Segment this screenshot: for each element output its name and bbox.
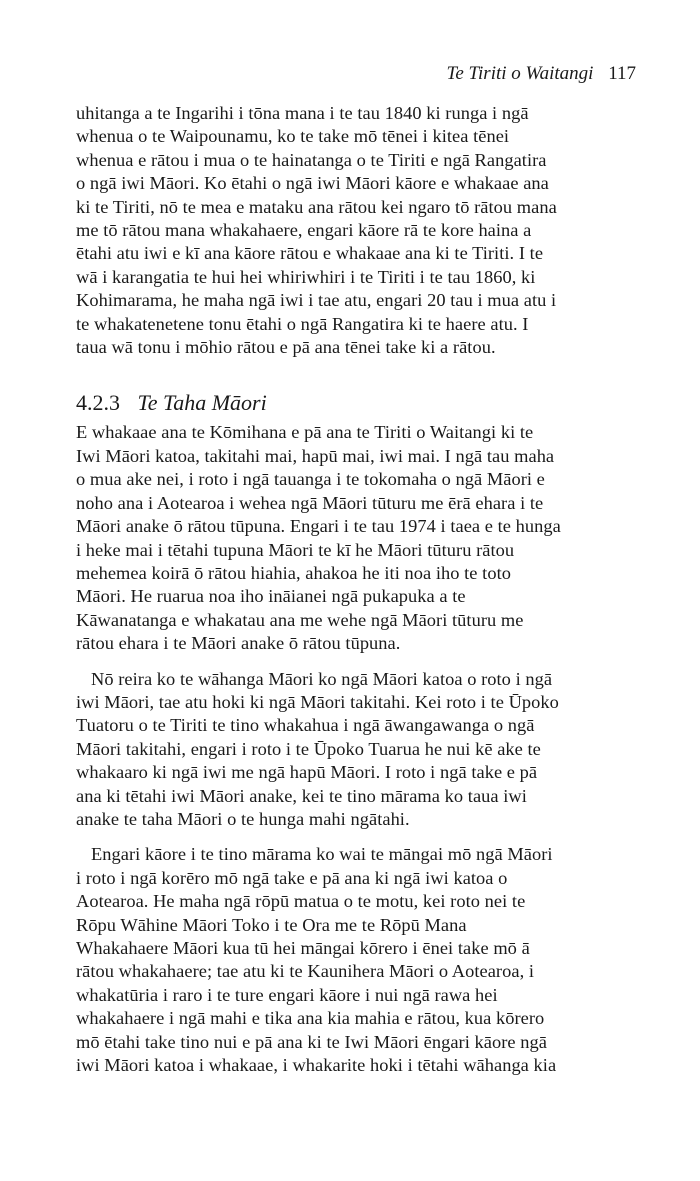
text-line: Māori. He ruarua noa iho ināianei ngā pukapuka a te — [76, 586, 466, 607]
section-number: 4.2.3 — [76, 390, 120, 416]
paragraph-engari — [76, 843, 650, 1077]
text-line: whakaaro ki ngā iwi me ngā hapū Māori. I roto i ngā take e pā — [76, 762, 538, 783]
text-line: Aotearoa. He maha ngā rōpū matua o te motu, kei roto nei te — [76, 891, 526, 912]
text-line: noho ana i Aotearoa i wehea ngā Māori tūturu me ērā ehara i te — [76, 492, 544, 513]
text-line: me tō rātou mana whakahaere, engari kāore rā te kore haina a — [76, 220, 532, 241]
text-line: whenua e rātou i mua o te hainatanga o te Tiriti e ngā Rangatira — [76, 149, 547, 170]
text-line: Tuatoru o te Tiriti te tino whakahua i ngā āwangawanga o ngā — [76, 715, 535, 736]
paragraph-no-reira — [76, 668, 650, 832]
paragraph-taha-maori — [76, 421, 650, 655]
text-line: Kāwanatanga e whakatau ana me wehe ngā Māori tūturu me — [76, 609, 524, 630]
text-line: iwi Māori, tae atu hoki ki ngā Māori takitahi. Kei roto i te Ūpoko — [76, 691, 559, 712]
running-title: Te Tiriti o Waitangi — [446, 63, 594, 84]
text-line: Engari kāore i te tino mārama ko wai te māngai mō ngā Māori — [91, 844, 553, 865]
text-line: anake te taha Māori o te hunga mahi ngātahi. — [76, 808, 410, 829]
page-number: 117 — [608, 63, 636, 84]
section-title: Te Taha Māori — [137, 390, 267, 416]
running-head — [447, 62, 637, 86]
text-line: whenua o te Waipounamu, ko te take mō tēnei i kitea tēnei — [76, 126, 510, 147]
text-line: whakahaere i ngā mahi e tika ana kia mahia e rātou, kua kōrero — [76, 1008, 545, 1029]
text-line: wā i karangatia te hui hei whiriwhiri i te Tiriti i te tau 1860, ki — [76, 266, 536, 287]
paragraph-spacer — [76, 656, 650, 668]
paragraph-continued — [76, 102, 650, 359]
text-line: ētahi atu iwi e kī ana kāore rātou e whakaae ana ki te Tiriti. I te — [76, 243, 544, 264]
text-line: mō ētahi take tino nui e pā ana ki te Iwi Māori ēngari kāore ngā — [76, 1031, 547, 1052]
text-line: Iwi Māori katoa, takitahi mai, hapū mai, iwi mai. I ngā tau maha — [76, 445, 555, 466]
text-line: E whakaae ana te Kōmihana e pā ana te Tiriti o Waitangi ki te — [76, 422, 534, 443]
paragraph-spacer — [76, 831, 650, 843]
text-line: Kohimarama, he maha ngā iwi i tae atu, engari 20 tau i mua atu i — [76, 290, 557, 311]
text-line: mehemea koirā ō rātou hiahia, ahakoa he iti noa iho te toto — [76, 562, 511, 583]
text-line: Māori takitahi, engari i roto i te Ūpoko Tuarua he nui kē ake te — [76, 738, 541, 759]
text-line: Rōpu Wāhine Māori Toko i te Ora me te Rōpū Mana — [76, 914, 467, 935]
page-body — [76, 102, 650, 1077]
section-spacer — [76, 359, 650, 389]
text-line: i heke mai i tētahi tupuna Māori te kī he Māori tūturu rātou — [76, 539, 515, 560]
text-line: te whakatenetene tonu ētahi o ngā Rangatira ki te haere atu. I — [76, 313, 529, 334]
text-line: Nō reira ko te wāhanga Māori ko ngā Māori katoa o roto i ngā — [91, 668, 553, 689]
text-line: taua wā tonu i mōhio rātou e pā ana tēnei take ki a rātou. — [76, 337, 496, 358]
text-line: o mua ake nei, i roto i ngā tauanga i te tokomaha o ngā Māori e — [76, 469, 545, 490]
text-line: rātou whakahaere; tae atu ki te Kaunihera Māori o Aotearoa, i — [76, 961, 535, 982]
text-line: rātou ehara i te Māori anake ō rātou tūpuna. — [76, 633, 401, 654]
text-line: o ngā iwi Māori. Ko ētahi o ngā iwi Māori kāore e whakaae ana — [76, 173, 549, 194]
text-line: whakatūria i raro i te ture engari kāore i nui ngā rawa hei — [76, 984, 498, 1005]
text-line: iwi Māori katoa i whakaae, i whakarite hoki i tētahi wāhanga kia — [76, 1055, 557, 1076]
text-line: ki te Tiriti, nō te mea e mataku ana rātou kei ngaro tō rātou mana — [76, 196, 557, 217]
text-line: ana ki tētahi iwi Māori anake, kei te tino mārama ko taua iwi — [76, 785, 527, 806]
section-heading — [76, 389, 650, 417]
text-line: Whakahaere Māori kua tū hei māngai kōrero i ēnei take mō ā — [76, 938, 530, 958]
text-line: uhitanga a te Ingarihi i tōna mana i te tau 1840 ki runga i ngā — [76, 103, 529, 123]
text-line: Māori anake ō rātou tūpuna. Engari i te tau 1974 i taea e te hunga — [76, 516, 561, 537]
text-line: i roto i ngā korēro mō ngā take e pā ana ki ngā iwi katoa o — [76, 867, 508, 888]
